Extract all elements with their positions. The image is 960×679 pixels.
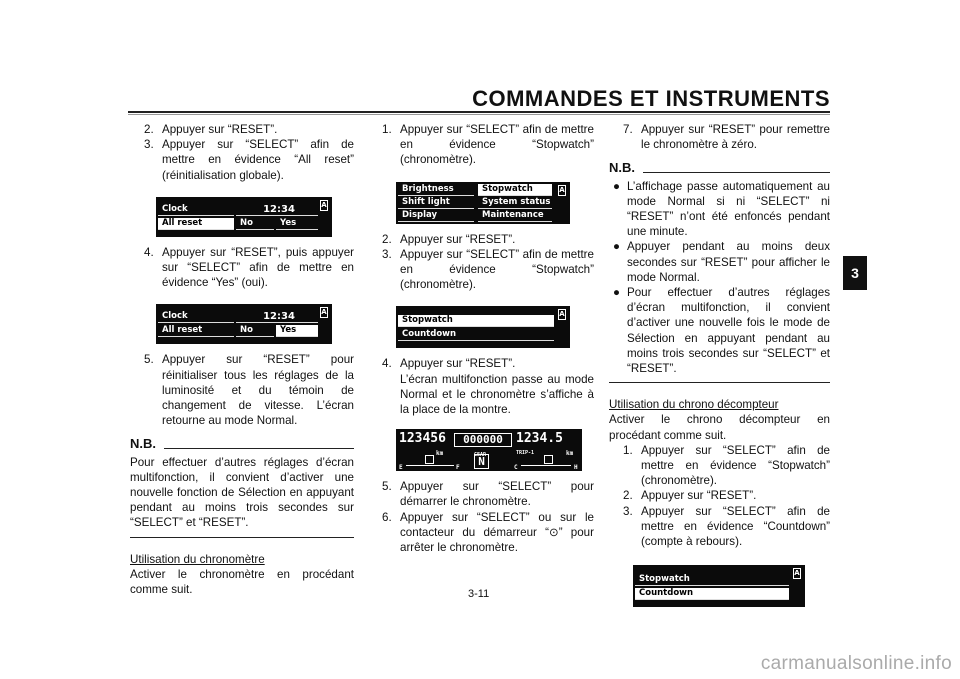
step-number: 4. (382, 357, 392, 371)
step-number: 1. (623, 443, 633, 457)
step-number: 1. (382, 123, 392, 136)
lcd-all-reset-no (156, 197, 332, 237)
divider (130, 537, 354, 538)
step-number: 3. (623, 504, 633, 518)
section-heading: Utilisation du chrono décompteur (609, 398, 779, 412)
lcd-system-status: System status (478, 197, 552, 209)
step-text: Appuyer sur “SELECT” afin de mettre en évidence “Countdown” (compte à rebours). (641, 504, 830, 549)
lcd-yes: Yes (276, 218, 318, 230)
lcd-countdown: Countdown (398, 329, 554, 341)
lcd-stopwatch: Stopwatch (398, 315, 554, 327)
temp-gauge-bar (521, 465, 571, 466)
lcd-time: 12:34 (236, 204, 318, 216)
lcd-clock: Clock (158, 311, 234, 323)
step-number: 6. (382, 510, 392, 524)
lcd-stopwatch-select (396, 306, 570, 348)
column-2 (382, 122, 594, 555)
step-text: Appuyer sur “SELECT” afin de mettre en évidence “Stopwatch” (chronomètre). (400, 247, 594, 292)
step-text: Appuyer sur “RESET” pour réinitialiser tous les réglages de la luminosité et du témoin de changement de vitesse. L’écran retourne au mode Normal. (162, 353, 354, 428)
page-title: COMMANDES ET INSTRUMENTS (472, 86, 830, 111)
column-3 (609, 122, 830, 615)
step-number: 3. (382, 247, 392, 261)
note-label: N.B. (609, 160, 635, 176)
step-text: L’écran multifonction passe au mode Normal et le chronomètre s’affiche à la place de la montre. (400, 372, 594, 417)
step-text: Appuyer sur “RESET”. (162, 123, 278, 136)
lock-icon: A (320, 200, 328, 211)
watermark: carmanualsonline.info (760, 653, 952, 674)
fuel-empty-label: E (399, 464, 403, 472)
meter-gear: N (474, 454, 489, 469)
note-bullet: Pour effectuer d’autres réglages d’écran multifonction, il convient d’activer une nouvelle fois le mode de Sélection en appuyant pendant au moins trois secondes sur “SELECT” et “RESET”. (627, 286, 830, 376)
step-text: Appuyer sur “SELECT” pour démarrer le chronomètre. (400, 480, 594, 509)
lcd-all-reset-yes (156, 304, 332, 344)
lcd-display: Display (398, 210, 474, 222)
column-1 (130, 122, 354, 597)
note-bullet: Appuyer pendant au moins deux secondes sur “RESET” pour afficher le mode Normal. (627, 240, 830, 284)
lcd-stopwatch: Stopwatch (478, 184, 552, 196)
step-number: 2. (144, 123, 154, 136)
step-text: Appuyer sur “RESET” pour remettre le chronomètre à zéro. (641, 123, 830, 152)
section-text: Activer le chronomètre en procédant comme suit. (130, 567, 354, 597)
bullet-icon: ● (613, 286, 621, 300)
lcd-maintenance: Maintenance (478, 210, 552, 222)
step-number: 5. (144, 353, 154, 367)
chapter-tab: 3 (843, 256, 867, 290)
lcd-clock: Clock (158, 204, 234, 216)
section-text: Activer le chrono décompteur en procédant comme suit. (609, 413, 830, 442)
divider (609, 382, 830, 383)
lcd-stopwatch: Stopwatch (635, 574, 789, 586)
note-header (130, 436, 354, 451)
lcd-stopwatch-menu (396, 182, 570, 224)
fuel-full-label: F (456, 464, 460, 472)
page-number: 3-11 (468, 588, 490, 600)
lcd-all-reset: All reset (158, 218, 234, 230)
lcd-countdown-select (633, 565, 805, 607)
note-header (609, 160, 830, 175)
thermometer-icon (544, 455, 553, 464)
step-text: Appuyer sur “RESET”. (641, 489, 757, 503)
temp-hot-label: H (574, 464, 578, 472)
lock-icon: A (793, 568, 801, 579)
meter-stopwatch: 000000 (454, 433, 512, 447)
step-text: Appuyer sur “SELECT” ou sur le contacteur du démarreur “ (400, 510, 594, 539)
lcd-brightness: Brightness (398, 184, 474, 196)
step-text: ” pour arrêter le chronomètre. (400, 525, 594, 555)
step-text: Appuyer sur “RESET”. (400, 232, 516, 246)
meter-trip-label: TRIP-1 (516, 450, 535, 457)
step-text: Appuyer sur “RESET”. (400, 357, 516, 371)
bullet-icon: ● (613, 179, 621, 193)
fuel-gauge-bar (406, 465, 454, 466)
header-rule-thin (128, 114, 830, 115)
lcd-all-reset: All reset (158, 325, 234, 337)
step-number: 4. (144, 245, 154, 259)
step-number: 7. (623, 123, 633, 136)
starter-switch-icon: ⊙ (549, 525, 559, 539)
step-number: 5. (382, 480, 392, 494)
step-number: 3. (144, 138, 154, 152)
meter-unit: km (436, 450, 444, 458)
meter-display (396, 429, 582, 471)
section-heading: Utilisation du chronomètre (130, 552, 265, 566)
fuel-pump-icon (425, 455, 434, 464)
step-text: Appuyer sur “SELECT” afin de mettre en évidence “Stopwatch” (chronomètre). (400, 123, 594, 167)
meter-odometer: 123456 (399, 431, 446, 447)
lcd-no: No (236, 325, 274, 337)
step-text: Appuyer sur “RESET”, puis appuyer sur “SELECT” afin de mettre en évidence “Yes” (oui). (162, 245, 354, 290)
meter-unit: km (566, 450, 574, 458)
step-number: 2. (623, 489, 633, 503)
step-number: 2. (382, 232, 392, 246)
lock-icon: A (558, 309, 566, 320)
note-text: Pour effectuer d’autres réglages d’écran multifonction, il convient d’activer une nouvelle fonction de Sélection en appuyant pendant au moins trois secondes sur “SELECT” et “RESET”. (130, 455, 354, 530)
header-rule (128, 111, 830, 113)
lock-icon: A (320, 307, 328, 318)
temp-cold-label: C (514, 464, 518, 472)
bullet-icon: ● (613, 240, 621, 254)
lcd-countdown: Countdown (635, 588, 789, 600)
step-text: Appuyer sur “SELECT” afin de mettre en évidence “All reset” (réinitialisation globale). (162, 138, 354, 182)
lcd-no: No (236, 218, 274, 230)
lcd-yes: Yes (276, 325, 318, 337)
meter-trip: 1234.5 (516, 431, 563, 447)
note-label: N.B. (130, 436, 156, 452)
lcd-time: 12:34 (236, 311, 318, 323)
lock-icon: A (558, 185, 566, 196)
meter-gear-label: GEAR (474, 452, 487, 459)
step-text: Appuyer sur “SELECT” afin de mettre en évidence “Stopwatch” (chronomètre). (641, 443, 830, 488)
lcd-shift-light: Shift light (398, 197, 474, 209)
note-bullet: L’affichage passe automatiquement au mode Normal si ni “SELECT” ni “RESET” n’ont été enfoncés pendant une minute. (627, 179, 830, 239)
